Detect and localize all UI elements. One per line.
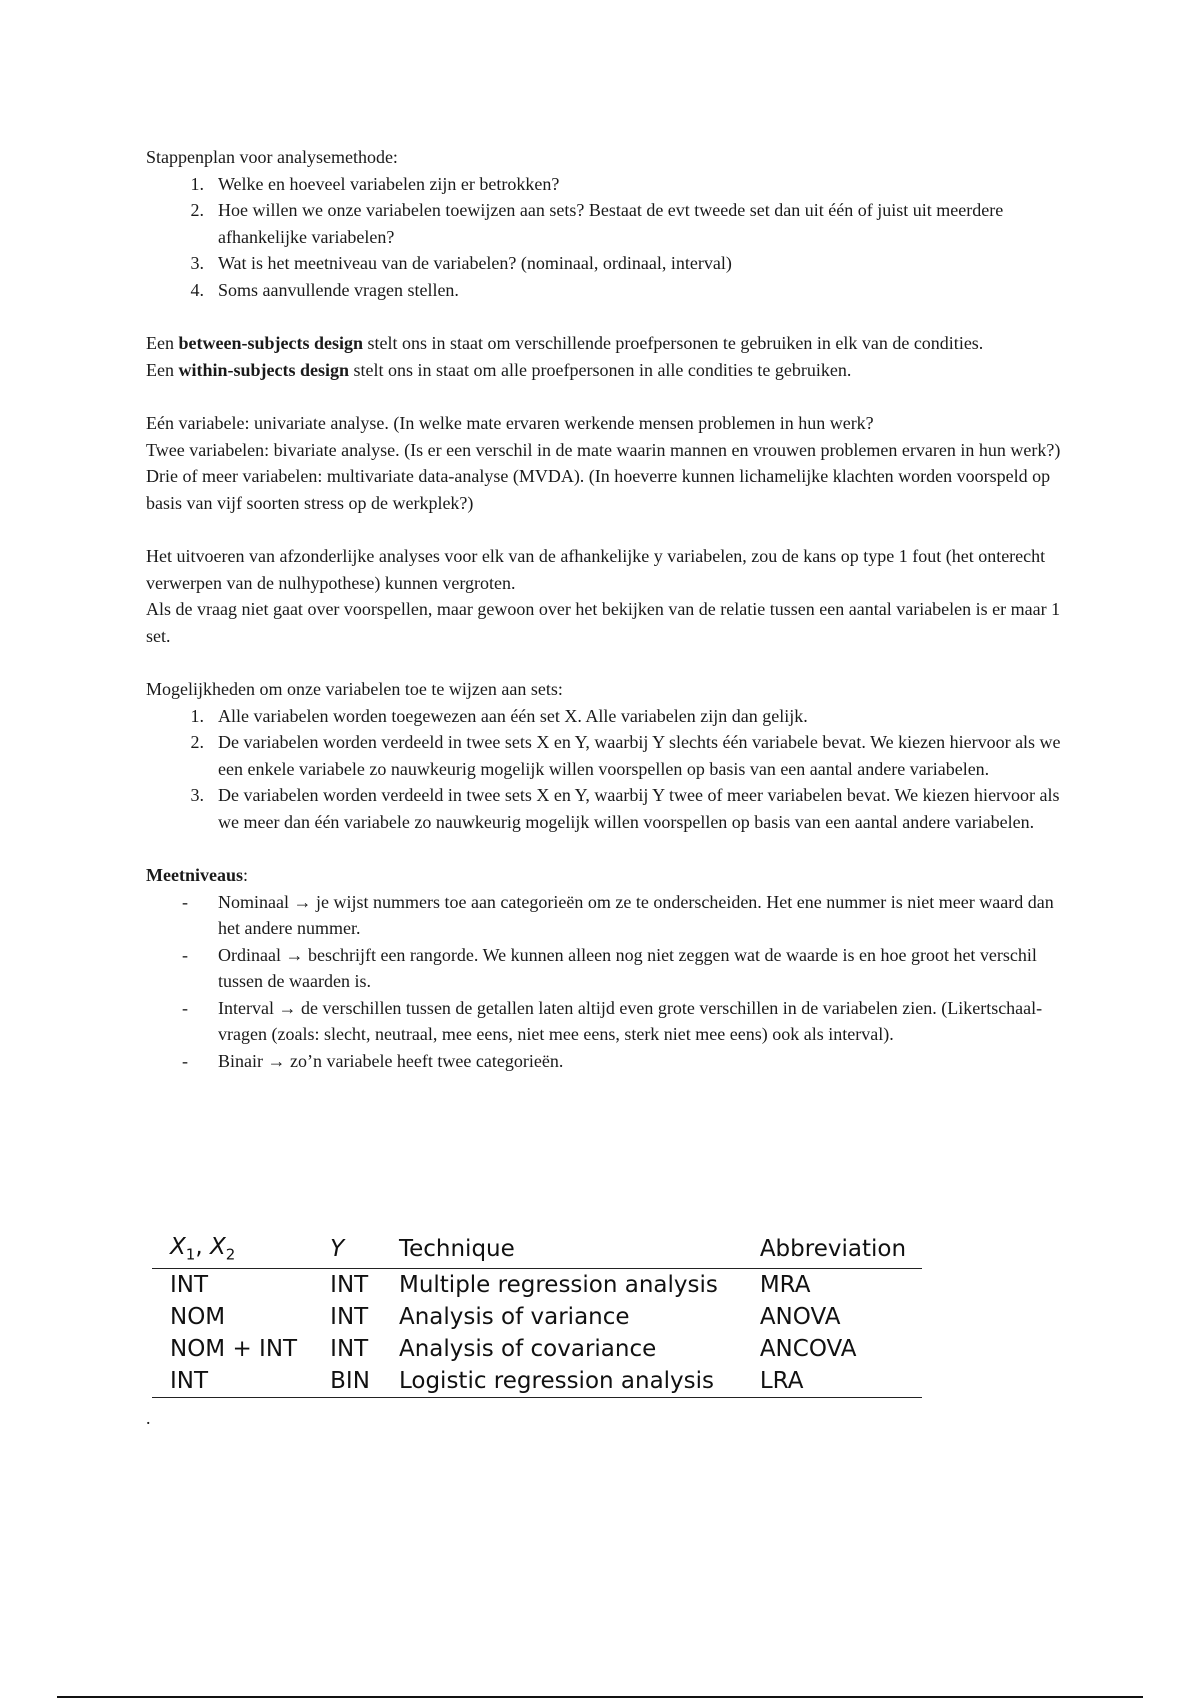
cell-technique: Logistic regression analysis	[381, 1365, 742, 1398]
sets-list	[146, 703, 1066, 836]
steps-title: Stappenplan voor analysemethode:	[146, 147, 398, 167]
list-text: De variabelen worden verdeeld in twee sets X en Y, waarbij Y slechts één variabele bevat. We kiezen hiervoor als we een enkele variabele zo nauwkeurig mogelijk willen voorspellen op basis van een aantal andere variabelen.	[218, 732, 1061, 779]
cell-abbr: MRA	[759, 1272, 811, 1298]
cell-y: INT	[330, 1304, 369, 1330]
header-technique: Technique	[381, 1232, 742, 1269]
levels-title	[146, 862, 1066, 889]
list-number: 4.	[190, 279, 204, 300]
list-text: Nominaal → je wijst nummers toe aan categorieën om ze te onderscheiden. Het ene nummer is niet meer waard dan het andere nummer.	[218, 891, 1054, 938]
list-number: 3.	[190, 253, 204, 273]
cell-x: NOM	[170, 1304, 226, 1330]
list-number: 1.	[190, 705, 204, 726]
cell-technique: Analysis of variance	[398, 1304, 630, 1330]
table-row	[152, 1269, 922, 1302]
list-text: Soms aanvullende vragen stellen.	[218, 279, 459, 300]
cell-technique: Analysis of covariance	[398, 1336, 657, 1362]
list-item	[146, 782, 1066, 835]
steps-list	[146, 171, 1066, 304]
list-text: Binair → zo’n variabele heeft twee categorieën.	[218, 1050, 564, 1071]
type1-error-paragraph: Het uitvoeren van afzonderlijke analyses voor elk van de afhankelijke y variabelen, zou de kans op type 1 fout (het onterecht verwerpen van de nulhypothese) kunnen vergroten.	[146, 546, 1046, 593]
between-subjects-paragraph	[146, 330, 1066, 357]
table-row	[152, 1333, 922, 1365]
list-text: Hoe willen we onze variabelen toewijzen aan sets? Bestaat de evt tweede set dan uit één of juist uit meerdere afhankelijke variabelen?	[218, 200, 1004, 247]
header-abbreviation: Abbreviation	[742, 1232, 922, 1269]
header-x1-sub: 1	[185, 1245, 196, 1264]
header-sep: ,	[195, 1234, 210, 1261]
list-number: 2.	[190, 732, 204, 752]
text-run: stelt ons in staat om alle proefpersonen in alle condities te gebruiken.	[349, 359, 852, 380]
list-dash: -	[182, 1050, 188, 1071]
cell-x: INT	[170, 1272, 209, 1298]
cell-abbr: LRA	[742, 1365, 922, 1398]
multivariate-paragraph: Drie of meer variabelen: multivariate data-analyse (MVDA). (In hoeverre kunnen lichamelijke klachten worden voorspeld op basis van vijf soorten stress op de werkplek?)	[146, 466, 1051, 513]
cell-y: INT	[330, 1272, 369, 1298]
header-x2: X	[209, 1234, 226, 1261]
header-y-text: Y	[330, 1236, 345, 1262]
list-dash: -	[182, 891, 188, 912]
list-item	[146, 995, 1066, 1048]
list-dash: -	[182, 944, 188, 965]
cell-abbr: ANOVA	[759, 1304, 841, 1330]
cell-abbr: ANCOVA	[759, 1336, 857, 1362]
list-text: Alle variabelen worden toegewezen aan één set X. Alle variabelen zijn dan gelijk.	[218, 705, 808, 726]
bivariate-paragraph: Twee variabelen: bivariate analyse. (Is er een verschil in de mate waarin mannen en vrouwen problemen ervaren in hun werk?)	[146, 439, 1061, 460]
list-text: De variabelen worden verdeeld in twee sets X en Y, waarbij Y twee of meer variabelen bevat. We kiezen hiervoor als we meer dan één variabele zo nauwkeurig mogelijk willen voorspellen op basis van een aantal andere variabelen.	[218, 785, 1060, 832]
text-run: stelt ons in staat om verschillende proefpersonen te gebruiken in elk van de condities.	[362, 333, 984, 353]
cell-x: NOM + INT	[170, 1336, 298, 1362]
document-page	[146, 144, 1066, 1074]
header-x2-sub: 2	[225, 1245, 236, 1264]
list-text: Wat is het meetniveau van de variabelen? (nominaal, ordinaal, interval)	[218, 253, 732, 273]
trailing-dot: .	[146, 1408, 151, 1428]
methods-table	[152, 1232, 922, 1398]
list-item	[146, 250, 1066, 277]
list-item	[146, 171, 1066, 198]
one-set-paragraph: Als de vraag niet gaat over voorspellen, maar gewoon over het bekijken van de relatie tussen een aantal variabelen is er maar 1 set.	[146, 599, 1061, 646]
list-text: Ordinaal → beschrijft een rangorde. We kunnen alleen nog niet zeggen wat de waarde is en hoe groot het verschil tussen de waarden is.	[218, 944, 1037, 991]
list-item	[146, 1048, 1066, 1075]
list-text: Welke en hoeveel variabelen zijn er betrokken?	[218, 173, 560, 194]
sets-title: Mogelijkheden om onze variabelen toe te wijzen aan sets:	[146, 679, 563, 699]
table-row	[152, 1365, 922, 1398]
list-number: 1.	[190, 173, 204, 194]
list-item	[146, 942, 1066, 995]
text-run: Een	[146, 359, 179, 380]
footer-divider	[57, 1696, 1143, 1698]
methods-table-wrapper	[152, 1232, 920, 1398]
list-dash: -	[182, 997, 188, 1018]
between-subjects-term: between-subjects design	[178, 333, 363, 353]
cell-y: BIN	[312, 1365, 381, 1398]
cell-technique: Multiple regression analysis	[398, 1272, 718, 1298]
list-number: 3.	[190, 785, 204, 805]
table-header-row	[152, 1232, 922, 1269]
table-row	[152, 1301, 922, 1333]
cell-y: INT	[330, 1336, 369, 1362]
list-item	[146, 729, 1066, 782]
text-run: Een	[146, 333, 179, 353]
list-item	[146, 277, 1066, 304]
list-text: Interval → de verschillen tussen de getallen laten altijd even grote verschillen in de variabelen zien. (Likertschaal-vragen (zoals: slecht, neutraal, mee eens, niet mee eens, sterk niet mee eens) ook als interval).	[218, 997, 1043, 1044]
cell-x: INT	[152, 1365, 312, 1398]
list-item	[146, 197, 1066, 250]
within-subjects-term: within-subjects design	[178, 359, 350, 380]
header-x	[152, 1232, 312, 1269]
list-number: 2.	[190, 200, 204, 220]
header-y	[312, 1232, 381, 1269]
text-run: :	[242, 865, 248, 885]
levels-list	[146, 889, 1066, 1075]
univariate-paragraph: Eén variabele: univariate analyse. (In welke mate ervaren werkende mensen problemen in hun werk?	[146, 413, 874, 433]
header-x1: X	[170, 1234, 186, 1261]
list-item	[146, 703, 1066, 730]
within-subjects-paragraph	[146, 357, 1066, 384]
levels-title-bold: Meetniveaus	[146, 865, 243, 885]
list-item	[146, 889, 1066, 942]
